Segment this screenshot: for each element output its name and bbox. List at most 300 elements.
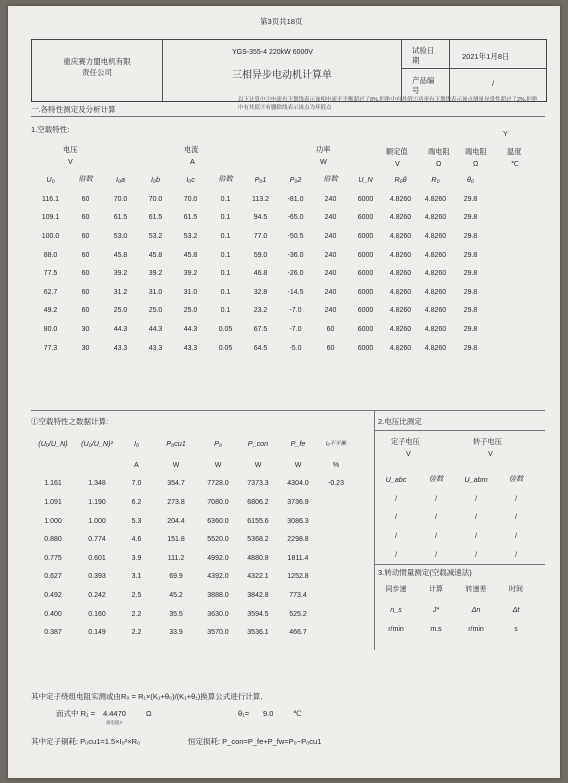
temp-unit: ℃ [511,159,520,168]
table-cell [318,623,354,642]
table-cell: -81.0 [287,195,304,203]
table-cell: 111.2 [167,554,185,562]
inertia-unit: r/min [388,626,404,634]
table-cell: 59.0 [253,251,268,259]
motor-model: YGS-355-4 220kW 6000V [232,49,313,56]
table-cell: 61.5 [148,214,163,222]
table-cell: 6000 [357,214,374,222]
table-cell: 39.2 [113,270,128,278]
table-cell: 53.2 [183,232,198,240]
table-cell: 4304.0 [287,480,309,488]
table-cell: 4.8260 [389,232,412,240]
current-unit: A [190,157,195,166]
table-cell: 77.5 [43,270,58,278]
calc-col-header: (U₀/U_N)² [81,438,113,448]
table-cell: 25.0 [148,307,163,315]
no-load-table [33,168,488,357]
power-label: 功率 [316,145,331,154]
table-cell: 4.8260 [424,307,447,315]
table-cell: 7.0 [131,480,142,488]
document-title: 三相异步电动机计算单 [232,70,332,81]
table-row [33,246,488,265]
calc-unit [75,456,119,475]
vr-cell: / [515,495,517,503]
table-cell: 4.8260 [389,270,412,278]
table-cell: 4322.1 [247,573,269,581]
table-cell: 60 [326,325,335,333]
table-cell: 6360.0 [207,517,229,525]
table-cell: 64.5 [253,344,268,352]
table-cell: 0.774 [88,536,106,544]
vr-col-header: 倍数 [428,474,444,483]
table-cell: 6.2 [131,498,142,506]
table-cell: 1811.4 [287,554,309,562]
table-cell: 1.348 [88,480,106,488]
table-cell: 61.5 [113,214,128,222]
table-cell: 60 [81,288,90,296]
calc-row [31,605,354,624]
copper-loss-formula: 其中定子铜耗: P₀cu1=1.5×I₀²×R₀ [31,737,141,746]
table-cell: 116.1 [42,195,59,203]
vr-col-header: U_abm [464,474,488,484]
vr-cell: / [435,495,437,503]
table-cell: 0.1 [220,214,231,222]
inertia-unit-row [376,621,536,640]
table-cell: 39.2 [148,270,163,278]
table-cell: 1.190 [88,498,106,506]
table-cell: 4.8260 [389,307,412,315]
inertia-col: 同步速 [385,586,407,594]
table-cell: 45.8 [148,251,163,259]
table-cell: 25.0 [183,307,198,315]
table-cell: 2.2 [131,610,142,618]
rated-unit: V [395,159,400,168]
voltage-label: 电压 [63,145,78,154]
table-cell [318,605,354,624]
table-row [33,339,488,358]
table-cell: 4.8260 [389,195,412,203]
col-header: 倍数 [323,174,338,183]
theta-unit: ℃ [293,709,302,718]
voltage-ratio-table [376,468,536,564]
table-cell: 45.2 [169,591,183,599]
col-header: 倍数 [218,174,233,183]
table-cell: 31.0 [148,288,163,296]
table-cell [318,493,354,512]
table-cell: 100.0 [41,232,60,240]
voltage-unit: V [68,157,73,166]
table-cell: 6000 [357,251,374,259]
table-cell: 1.000 [44,517,62,525]
vr-cell: / [395,532,397,540]
table-cell: 0.1 [220,195,231,203]
current-label: 电流 [184,145,199,154]
table-cell: 6000 [357,270,374,278]
table-cell: 43.3 [148,344,163,352]
col-header: θ₀ [467,174,474,184]
table-cell: 4.8260 [424,232,447,240]
calc-col-header: P₀ [214,438,222,448]
calc-col-header: P_fe [290,438,306,448]
table-cell: 0.1 [220,270,231,278]
inertia-header-row [376,580,536,599]
table-cell: 4.8260 [424,195,447,203]
table-cell: 0.627 [44,573,62,581]
vr-cell: / [475,551,477,559]
calc-unit: W [214,461,222,469]
inertia-sym: n_s [390,605,402,615]
vr-col-header: 倍数 [508,474,524,483]
inertia-table [376,580,536,639]
table-cell: 773.4 [289,591,307,599]
table-cell: 6000 [357,325,374,333]
table-cell: 240 [324,251,337,259]
table-cell: -36.0 [287,251,304,259]
table-cell: 60 [81,251,90,259]
calc-row [31,512,354,531]
table-cell: 35.5 [169,610,183,618]
table-cell: 4392.0 [207,573,229,581]
table-cell: -5.0 [289,344,302,352]
table-cell: 0.05 [218,344,233,352]
table-cell: 6806.2 [247,498,269,506]
calc-row [31,549,354,568]
table-cell: 151.8 [167,536,185,544]
table-cell: 43.3 [183,344,198,352]
table-header-row [33,168,488,190]
inertia-col: 时间 [509,586,523,594]
constant-loss-formula: 恒定损耗: P_con=P_fe+P_fw=P₀−P₀cu1 [188,737,322,746]
table-cell [318,586,354,605]
vr-cell: / [515,514,517,522]
table-cell: 0.1 [220,307,231,315]
rotor-voltage-unit: V [488,449,493,458]
table-cell: 7373.3 [247,480,269,488]
table-cell: 3570.0 [207,629,229,637]
table-row [33,320,488,339]
col-header: 倍数 [78,174,93,183]
theta-value: 9.0 [263,709,274,718]
calc-unit [31,456,75,475]
calc-col-header: (U₀/U_N) [38,438,68,448]
table-cell: 113.2 [252,195,269,203]
r1-label: 而式中 R₁ = [56,709,95,718]
calc-table [31,430,354,642]
table-cell: 53.0 [113,232,128,240]
col-header: U₀ [46,174,55,184]
table-cell: 0.1 [220,232,231,240]
table-cell: 70.0 [183,195,198,203]
table-cell: 30 [81,325,90,333]
table-cell: 0.160 [88,610,106,618]
table-cell: 4.8260 [424,288,447,296]
table-cell: 3.1 [131,573,142,581]
vr-row [376,527,536,546]
inertia-title: 3.转动惯量测定(空载减速法) [378,568,472,577]
table-cell: 0.1 [220,288,231,296]
inertia-unit: s [514,626,518,634]
inertia-sym: Δn [471,605,481,615]
col-header: I₀c [186,174,195,184]
table-cell: 46.8 [253,270,268,278]
table-row [33,227,488,246]
table-cell: 4.8260 [424,214,447,222]
table-cell: 29.8 [463,344,478,352]
calc-row [31,475,354,494]
vr-cell: / [395,551,397,559]
table-cell: 3594.5 [247,610,269,618]
table-cell: 109.1 [41,214,60,222]
table-cell: 29.8 [463,214,478,222]
table-cell: 0.880 [44,536,62,544]
table-cell: 29.8 [463,270,478,278]
table-cell: 2.5 [131,591,142,599]
table-cell: 60 [81,195,90,203]
table-cell: 29.8 [463,251,478,259]
table-cell: 33.9 [169,629,183,637]
table-cell: 240 [324,307,337,315]
res2-unit: Ω [473,159,479,168]
table-cell: 60 [81,270,90,278]
table-cell: 3736.9 [287,498,309,506]
calc-row [31,530,354,549]
voltage-ratio-title: 2.电压比测定 [378,417,422,426]
power-unit: W [320,157,327,166]
table-cell: 31.2 [113,288,128,296]
table-cell: 6155.6 [247,517,269,525]
table-cell: 240 [324,288,337,296]
col-header: I₀b [150,174,161,184]
vr-cell: / [435,532,437,540]
no-load-subtitle: 1.空载特性: [31,125,70,134]
table-cell: 4.8260 [389,325,412,333]
table-cell: 4.8260 [389,214,412,222]
product-no: / [492,79,495,88]
table-cell: 39.2 [183,270,198,278]
calc-row [31,586,354,605]
table-cell: 4880.8 [247,554,269,562]
inertia-col: 转速差 [465,586,487,594]
table-cell: 5368.2 [247,536,269,544]
table-cell: 29.8 [463,325,478,333]
calc-unit: W [294,461,302,469]
col-header: R₀ [431,174,440,184]
table-cell: 3888.0 [207,591,229,599]
calc-row [31,493,354,512]
table-cell: 44.3 [183,325,198,333]
table-row [33,209,488,228]
table-cell: 4.8260 [424,270,447,278]
calc-unit: W [254,461,262,469]
table-cell: -7.0 [289,307,302,315]
table-cell: 70.0 [148,195,163,203]
table-cell [318,549,354,568]
col-header: U_N [358,174,373,184]
resistance-formula: 其中定子绕组电阻实测或由R₀ = R₁×(K₁+θ₀)/(K₁+θ₁)换算公式进行计算, [31,692,263,701]
calc-unit: A [134,461,139,469]
col-header: P₀2 [289,174,302,184]
table-cell: 1.161 [44,480,62,488]
table-cell: 29.8 [463,195,478,203]
table-cell: 0.775 [44,554,62,562]
rotor-voltage-label: 转子电压 [473,437,502,446]
table-cell: 0.242 [88,591,106,599]
inertia-sym: Δt [512,605,520,615]
calc-col-header: P_con [247,438,269,448]
table-row [33,302,488,321]
section-title: 一.各特性测定及分析计算 [31,105,116,114]
table-cell: 4.8260 [389,344,412,352]
table-cell: 5520.0 [207,536,229,544]
res2-label: 端电阻 [465,147,487,156]
table-cell: 0.492 [44,591,62,599]
table-cell: 6000 [357,195,374,203]
col-header: P₀1 [254,174,267,184]
table-row [33,190,488,209]
test-date-label: 试验日期 [412,46,435,65]
table-cell: 60 [326,344,335,352]
test-date: 2021年1月8日 [462,52,510,61]
table-cell: 7728.0 [207,480,229,488]
table-cell: 4.8260 [389,251,412,259]
table-cell: 240 [324,195,337,203]
table-cell: 240 [324,232,337,240]
table-cell: 273.8 [167,498,185,506]
calc-row [31,623,354,642]
temp-label: 温度 [507,147,522,156]
table-cell: 77.3 [43,344,58,352]
table-cell: 240 [324,270,337,278]
table-cell: 30 [81,344,90,352]
stator-voltage-unit: V [406,449,411,458]
table-cell: 29.8 [463,307,478,315]
table-cell: 61.5 [183,214,198,222]
table-cell: 0.387 [44,629,62,637]
vr-cell: / [435,551,437,559]
table-row [33,264,488,283]
res1-unit: Ω [436,159,442,168]
table-cell: 4.8260 [389,288,412,296]
table-cell: -50.5 [287,232,304,240]
table-cell: 60 [81,214,90,222]
vr-cell: / [475,514,477,522]
table-cell [318,568,354,587]
table-cell: 23.2 [253,307,268,315]
table-cell: 0.400 [44,610,62,618]
table-cell: 3630.0 [207,610,229,618]
table-cell: -14.5 [287,288,304,296]
calc-note: 以下计算中①电流有下划线表示该相电流不平衡超过了8%,拒绝中有其值②功率有下划线表示该点测量异常性超过了2%,拒绝中有其值③有删除线表示该点为坏值点 [238,97,538,111]
table-cell: 6000 [357,288,374,296]
table-cell: 6000 [357,232,374,240]
r1-value: 4.4470 [103,709,126,718]
table-cell: 45.8 [183,251,198,259]
vr-cell: / [515,551,517,559]
table-cell: 240 [324,214,337,222]
table-cell: -0.23 [328,480,344,488]
vr-cell: / [515,532,517,540]
calc-unit: W [172,461,180,469]
table-cell: 67.5 [253,325,268,333]
vr-cell: / [475,532,477,540]
table-cell: -26.0 [287,270,304,278]
calc-unit-row [31,456,354,475]
inertia-unit: r/min [468,626,484,634]
table-cell: 4.8260 [424,325,447,333]
table-cell: 53.2 [148,232,163,240]
table-cell: 49.2 [43,307,58,315]
res1-label: 端电阻 [428,147,450,156]
table-cell: 1.000 [88,517,106,525]
table-cell: 88.0 [43,251,58,259]
vr-cell: / [435,514,437,522]
table-cell: 4992.0 [207,554,229,562]
theta-label: θ₁= [238,709,250,718]
table-cell: 45.8 [113,251,128,259]
table-cell: 0.1 [220,251,231,259]
table-cell: 31.0 [183,288,198,296]
table-cell: 69.9 [169,573,183,581]
y-label: Y [503,129,508,138]
vr-row [376,509,536,528]
calc-title: ①空载特性之数据计算: [31,417,109,426]
table-cell [318,512,354,531]
table-cell: 525.2 [289,610,307,618]
table-cell: 4.8260 [424,344,447,352]
inertia-unit: m.s [430,626,442,634]
table-cell: 2298.8 [287,536,309,544]
calc-col-header: I₀ [133,438,140,448]
table-cell: 32.8 [253,288,268,296]
table-cell: 466.7 [289,629,307,637]
col-header: R₀θ [394,174,407,184]
table-cell: 77.0 [253,232,268,240]
table-cell: 25.0 [113,307,128,315]
table-cell: 3842.8 [247,591,269,599]
vr-row [376,546,536,565]
table-cell: 6000 [357,307,374,315]
table-cell: 0.149 [88,629,106,637]
table-cell: 62.7 [43,288,58,296]
table-cell: -65.0 [287,214,304,222]
table-cell: 80.0 [43,325,58,333]
product-no-label: 产品编号 [412,76,435,95]
table-cell: 5.3 [131,517,142,525]
vr-col-header: U_abc [385,474,407,484]
header-box [31,39,547,102]
calc-unit: % [332,461,340,469]
inertia-sym: J* [432,605,440,615]
table-cell: 6000 [357,344,374,352]
table-cell: 29.8 [463,232,478,240]
table-cell: 60 [81,307,90,315]
table-cell: 43.3 [113,344,128,352]
vr-header-row [376,468,536,490]
col-header: I₀a [115,174,126,184]
page-label: 第3页共18页 [260,17,303,26]
table-cell: 60 [81,232,90,240]
calc-col-header: I₀不平衡 [325,441,347,447]
table-cell: -7.0 [289,325,302,333]
vr-cell: / [395,495,397,503]
document-page [8,6,560,778]
table-cell: 0.601 [88,554,106,562]
r1-unit: Ω [146,709,152,718]
calc-header-row [31,430,354,456]
table-cell: 2.2 [131,629,142,637]
inertia-sym-row [376,599,536,621]
vr-row [376,490,536,509]
